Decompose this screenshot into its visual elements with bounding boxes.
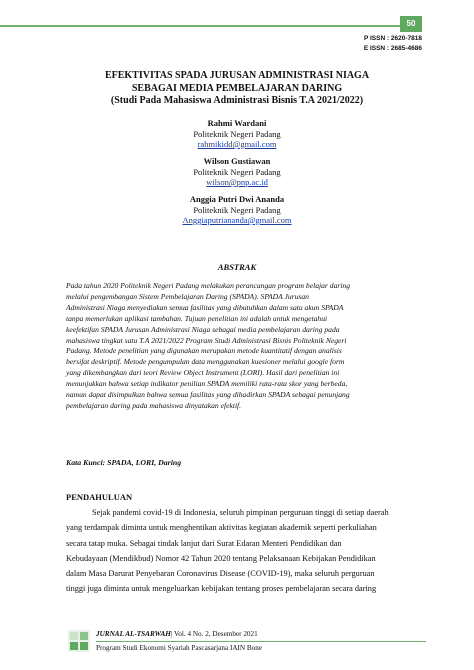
abstract-line: keefektifan SPADA Jurusan Administrasi Niaga sebagai media pembelajaran daring pada (66, 324, 340, 334)
body-line: tinggi juga diminta untuk mengeluarkan kebijakan tentang proses pembelajaran secara daring (66, 584, 377, 594)
title-line-1: EFEKTIVITAS SPADA JURUSAN ADMINISTRASI NIAGA (104, 70, 370, 81)
footer-rule (96, 641, 426, 642)
body-line: Kebudayaan (Mendikbud) Nomor 42 Tahun 2020 tentang Pelaksanaan Kebijakan Pendidikan (66, 553, 376, 563)
abstract-line: namun dapat disimpulkan bahwa semua fasilitas yang dihadirkan SPADA sebagai penunjang (66, 390, 350, 400)
author-affiliation: Politeknik Negeri Padang (193, 167, 281, 177)
e-issn: E ISSN : 2685-4686 (363, 45, 422, 52)
body-line: dalam Masa Darurat Penyebaran Coronavirus Disease (COVID-19), maka seluruh perguruan (66, 569, 375, 579)
footer-journal (96, 630, 258, 638)
author-name: Rahmi Wardani (207, 118, 267, 128)
body-line: secara tatap muka. Sebagai tindak lanjut dari Surat Edaran Menteri Pendidikan dan (66, 538, 342, 548)
section-heading: PENDAHULUAN (66, 492, 133, 502)
abstract-line: menunjukkan bahwa setiap indikator penilian SPADA memiliki rata-rata skor yang berbeda, (66, 379, 348, 389)
author-email-link[interactable]: wilson@pnp.ac.id (206, 177, 268, 187)
body-line (66, 505, 418, 520)
abstract-line: Pada tahun 2020 Politeknik Negeri Padang melakukan perancangan program belajar daring (66, 281, 351, 290)
author-affiliation: Politeknik Negeri Padang (193, 129, 281, 139)
abstract-line: pembelajaran daring pada mahasiswa dinyatakan efektif. (66, 400, 242, 410)
journal-logo-icon (68, 630, 90, 652)
abstract-body (66, 281, 416, 412)
title-line-3: (Studi Pada Mahasiswa Administrasi Bisnis T.A 2021/2022) (110, 95, 364, 106)
author-affiliation: Politeknik Negeri Padang (193, 205, 281, 215)
abstract-line: bersifat deskriptif. Metode pengumpulan data menggunakan kuesioner melalui google form (66, 357, 345, 367)
abstract-line: yang dikembangkan dari teori Review Object Instrument (LORI). Hasil dari penelitian ini (66, 368, 340, 378)
author-email-link[interactable]: rahmikidd@gmail.com (197, 139, 277, 149)
journal-volume: | Vol. 4 No. 2, Desember 2021 (170, 630, 258, 638)
abstract-line: Padang. Metode penelitian yang digunakan merupakan metode kuantitatif dengan analisis (66, 346, 342, 356)
abstract-heading: ABSTRAK (217, 262, 257, 272)
abstract-line: Administrasi Niaga menyediakan semua fasilitas yang dibutuhkan dalam satu akun SPADA (66, 302, 344, 312)
article-title (40, 70, 434, 108)
title-line-2: SEBAGAI MEDIA PEMBELAJARAN DARING (131, 82, 343, 94)
body-line-text: Sejak pandemi covid-19 di Indonesia, seluruh pimpinan perguruan tinggi di setiap daerah (92, 508, 389, 517)
p-issn: P ISSN : 2620-7818 (363, 35, 422, 42)
abstract-line: tanpa memerlukan aplikasi tambahan. Tujuan penelitian ini adalah untuk mengetahui (66, 313, 328, 323)
journal-name: JURNAL AL-TSARWAH (96, 630, 171, 638)
abstract-line: mahasiswa tingkat satu T.A 2021/2022 Program Studi Administrasi Bisnis Politeknik Negeri (66, 335, 347, 345)
author-entry (40, 118, 434, 149)
author-name: Wilson Gustiawan (203, 156, 271, 166)
abstract-line: melalui pengembangan Sistem Pembelajaran Daring (SPADA). SPADA Jurusan (66, 291, 309, 301)
author-name: Anggia Putri Dwi Ananda (189, 194, 285, 204)
section-body (66, 505, 418, 597)
author-entry (40, 156, 434, 187)
keywords: Kata Kunci: SPADA, LORI, Daring (66, 458, 182, 467)
page-number-badge: 50 (400, 16, 422, 32)
author-list (40, 118, 434, 232)
header-rule (0, 25, 400, 27)
body-line: yang terdampak diminta untuk menghentikan aktivitas kegiatan akademik seperti perkuliahan (66, 523, 377, 533)
author-entry (40, 194, 434, 225)
page-footer (66, 626, 426, 660)
author-email-link[interactable]: Anggiaputriananda@gmail.com (182, 215, 292, 225)
footer-institution: Program Studi Ekonomi Syariah Pascasarjana IAIN Bone (96, 644, 263, 652)
